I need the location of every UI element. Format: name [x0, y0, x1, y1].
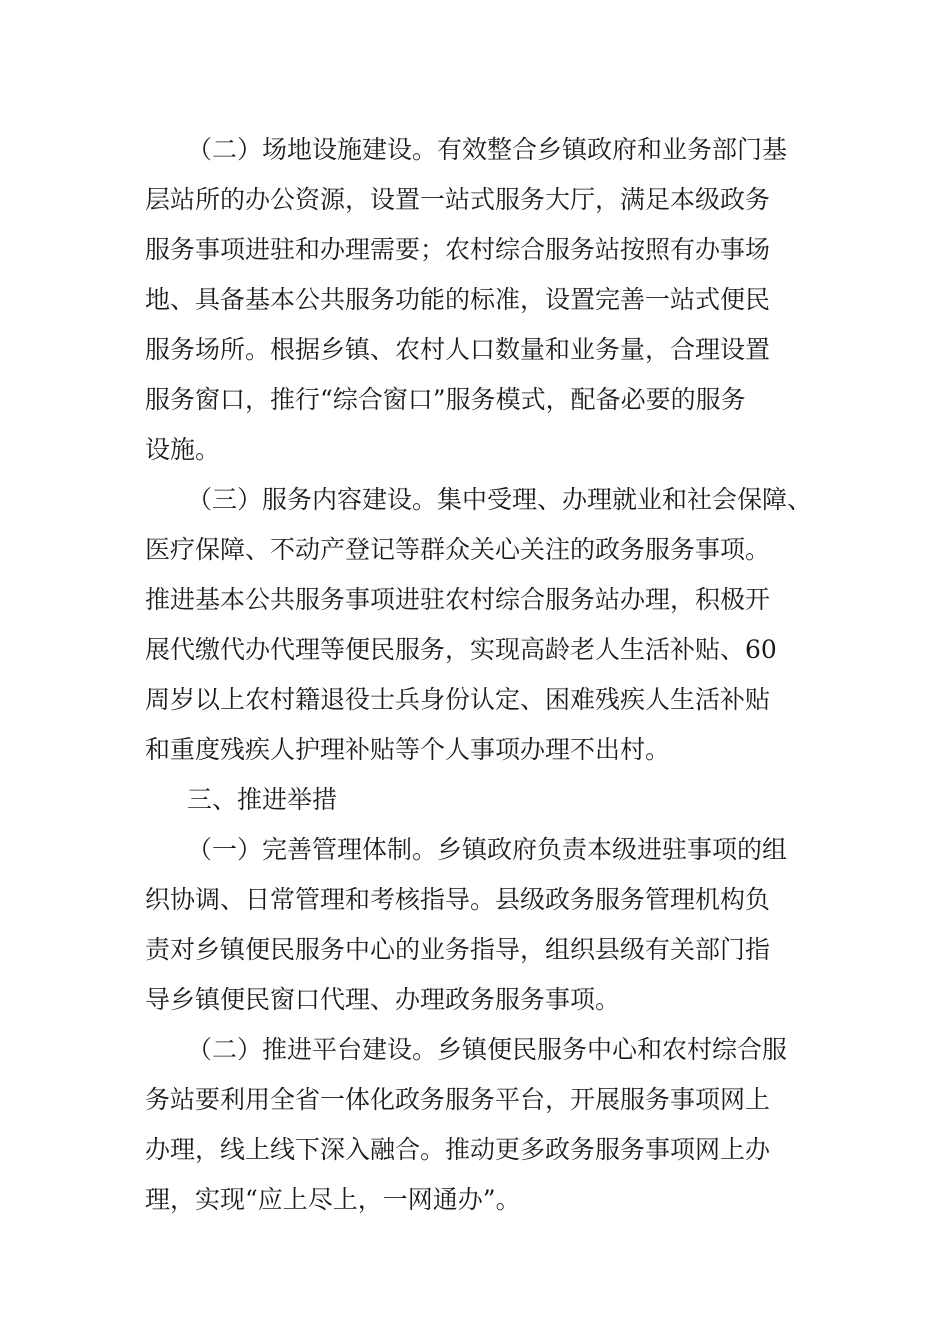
paragraph-line: 导乡镇便民窗口代理、办理政务服务事项。 — [145, 985, 621, 1014]
paragraph-line: 办理，线上线下深入融合。推动更多政务服务事项网上办 — [145, 1135, 771, 1164]
paragraph-line: 理，实现“应上尽上，一网通办”。 — [145, 1185, 521, 1214]
paragraph-line: 织协调、日常管理和考核指导。县级政务服务管理机构负 — [145, 885, 771, 914]
paragraph-line: 地、具备基本公共服务功能的标准，设置完善一站式便民 — [145, 285, 771, 314]
paragraph-line: 服务事项进驻和办理需要；农村综合服务站按照有办事场 — [145, 235, 771, 264]
paragraph-line: 设施。 — [145, 435, 221, 464]
paragraph-line: 服务场所。根据乡镇、农村人口数量和业务量，合理设置 — [145, 335, 771, 364]
paragraph-line: 和重度残疾人护理补贴等个人事项办理不出村。 — [145, 735, 671, 764]
paragraph-line: 服务窗口，推行“综合窗口”服务模式，配备必要的服务 — [145, 385, 746, 414]
paragraph-line: 责对乡镇便民服务中心的业务指导，组织县级有关部门指 — [145, 935, 771, 964]
paragraph-line: 医疗保障、不动产登记等群众关心关注的政务服务事项。 — [145, 535, 771, 564]
paragraph-line: 务站要利用全省一体化政务服务平台，开展服务事项网上 — [145, 1085, 771, 1114]
paragraph-line: （三）服务内容建设。集中受理、办理就业和社会保障、 — [187, 485, 813, 514]
paragraph-line: 层站所的办公资源，设置一站式服务大厅，满足本级政务 — [145, 185, 771, 214]
paragraph-line: 周岁以上农村籍退役士兵身份认定、困难残疾人生活补贴 — [145, 685, 771, 714]
paragraph-line: （二）推进平台建设。乡镇便民服务中心和农村综合服 — [187, 1035, 788, 1064]
paragraph-line: （二）场地设施建设。有效整合乡镇政府和业务部门基 — [187, 135, 788, 164]
section-heading: 三、推进举措 — [187, 785, 338, 814]
paragraph-line: 推进基本公共服务事项进驻农村综合服务站办理，积极开 — [145, 585, 771, 614]
paragraph-line: （一）完善管理体制。乡镇政府负责本级进驻事项的组 — [187, 835, 788, 864]
paragraph-line: 展代缴代办代理等便民服务，实现高龄老人生活补贴、60 — [145, 635, 777, 664]
